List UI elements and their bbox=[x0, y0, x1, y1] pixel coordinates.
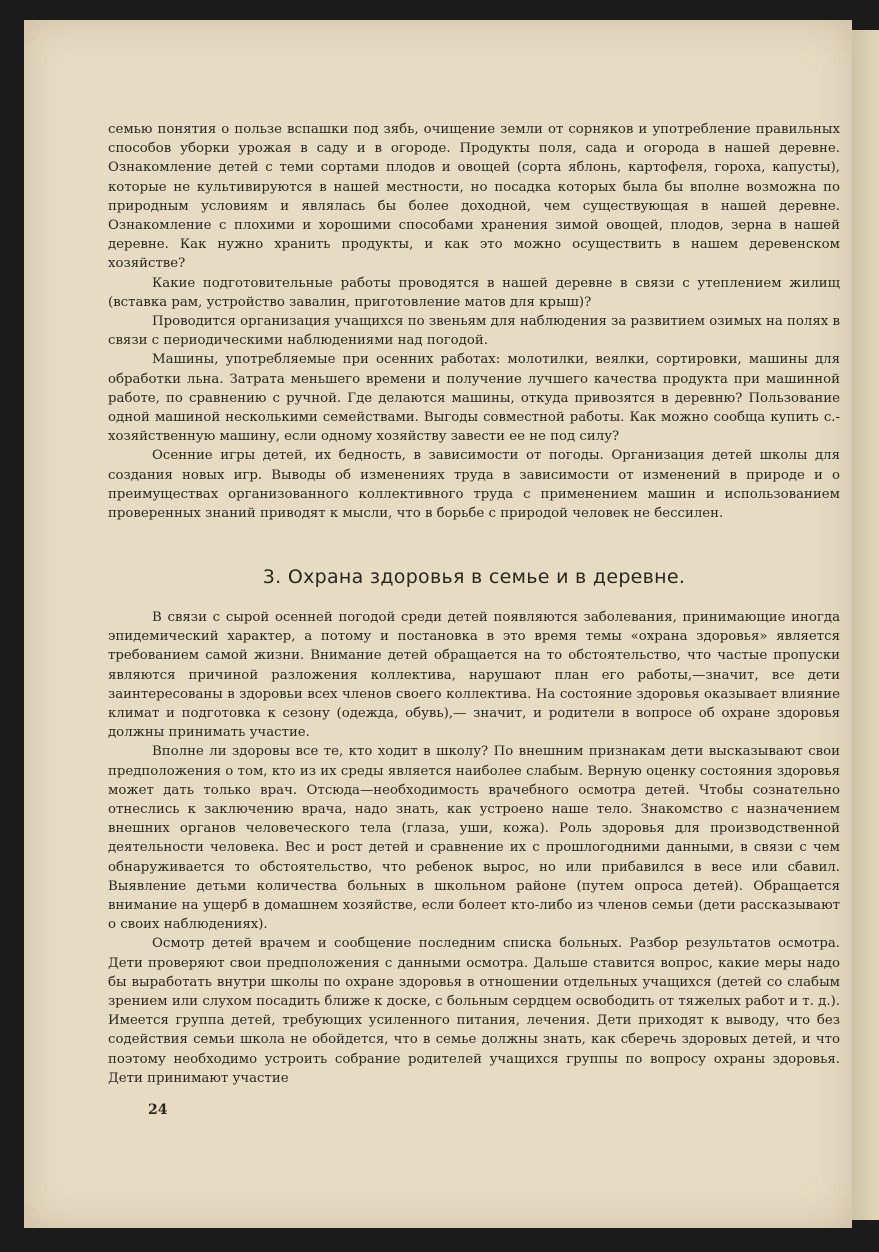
section-text bbox=[108, 608, 840, 1088]
paragraph: Осенние игры детей, их бедность, в зависимости от погоды. Организация детей школы для создания новых игр. Выводы об изменениях труда в зависимости от изменений в природе и о преимуществах организованного коллективного труда с применением машин и использованием проверенных знаний приводят к мысли, что в борьбе с природой человек не бессилен. bbox=[108, 448, 840, 522]
paragraph: семью понятия о пользе вспашки под зябь, очищение земли от сорняков и употребление правильных способов уборки урожая в саду и в огороде. Продукты поля, сада и огорода в нашей деревне. Ознакомление детей с теми сортами плодов и овощей (сорта яблонь, картофеля, гороха, капусты), которые не культивируются в нашей местности, но посадка которых была бы вполне возможна по природным условиям и являлась бы более доходной, чем существующая в нашей деревне. Ознакомление с плохими и хорошими способами хранения зимой овощей, плодов, зерна в нашей деревне. Как нужно хранить продукты, и как это можно осуществить в нашем деревенском хозяйстве? bbox=[108, 122, 840, 272]
paragraph: В связи с сырой осенней погодой среди детей появляются заболевания, принимающие иногда эпидемический характер, а потому и постановка в это время темы «охрана здоровья» является требованием самой жизни. Внимание детей обращается на то обстоятельство, что частые пропуски являются причиной разложения коллектива, нарушают план его работы,—значит, все дети заинтересованы в здоровьи всех членов своего коллектива. На состояние здоровья оказывает влияние климат и подготовка к сезону (одежда, обувь),— значит, и родители в вопросе об охране здоровья должны принимать участие. bbox=[108, 610, 840, 741]
intro-text bbox=[108, 120, 840, 523]
section-heading: 3. Охрана здоровья в семье и в деревне. bbox=[262, 566, 686, 588]
next-page-edge bbox=[852, 30, 879, 1220]
paragraph: Осмотр детей врачем и сообщение последним списка больных. Разбор результатов осмотра. Дети проверяют свои предположения с данными осмотра. Дальше ставится вопрос, какие меры надо бы выработать внутри школы по охране здоровья в отношении отдельных учащихся (детей со слабым зрением или слухом посадить ближе к доске, с больным сердцем освободить от тяжелых работ и т. д.). Имеется группа детей, требующих усиленного питания, лечения. Дети приходят к выводу, что без содействия семьи школа не обойдется, что в семье должны знать, как сберечь здоровых детей, и что поэтому необходимо устроить собрание родителей учащихся группы по вопросу охраны здоровья. Дети принимают участие bbox=[108, 936, 840, 1086]
page-number: 24 bbox=[148, 1102, 168, 1118]
paragraph: Вполне ли здоровы все те, кто ходит в школу? По внешним признакам дети высказывают свои предположения о том, кто из их среды является наиболее слабым. Верную оценку состояния здоровья может дать только врач. Отсюда—необходимость врачебного осмотра детей. Чтобы сознательно отнеслись к заключению врача, надо знать, как устроено наше тело. Знакомство с назначением внешних органов человеческого тела (глаза, уши, кожа). Роль здоровья для производственной деятельности человека. Вес и рост детей и сравнение их с прошлогодними данными, в связи с чем обнаруживается то обстоятельство, что ребенок вырос, но или прибавился в весе или сбавил. Выявление детьми количества больных в школьном районе (путем опроса детей). Обращается внимание на ущерб в домашнем хозяйстве, если болеет кто-либо из членов семьи (дети рассказывают о своих наблюдениях). bbox=[108, 744, 840, 933]
paragraph: Машины, употребляемые при осенних работах: молотилки, веялки, сортировки, машины для обработки льна. Затрата меньшего времени и получение лучшего качества продукта при машинной работе, по сравнению с ручной. Где делаются машины, откуда привозятся в деревню? Пользование одной машиной несколькими семействами. Выгоды совместной работы. Как можно сообща купить с.-хозяйственную машину, если одному хозяйству завести ее не под силу? bbox=[108, 352, 840, 445]
paragraph: Какие подготовительные работы проводятся в нашей деревне в связи с утеплением жилищ (вставка рам, устройство завалин, приготовление матов для крыш)? bbox=[108, 275, 840, 310]
paragraph: Проводится организация учащихся по звеньям для наблюдения за развитием озимых на полях в связи с периодическими наблюдениями над погодой. bbox=[108, 314, 840, 349]
